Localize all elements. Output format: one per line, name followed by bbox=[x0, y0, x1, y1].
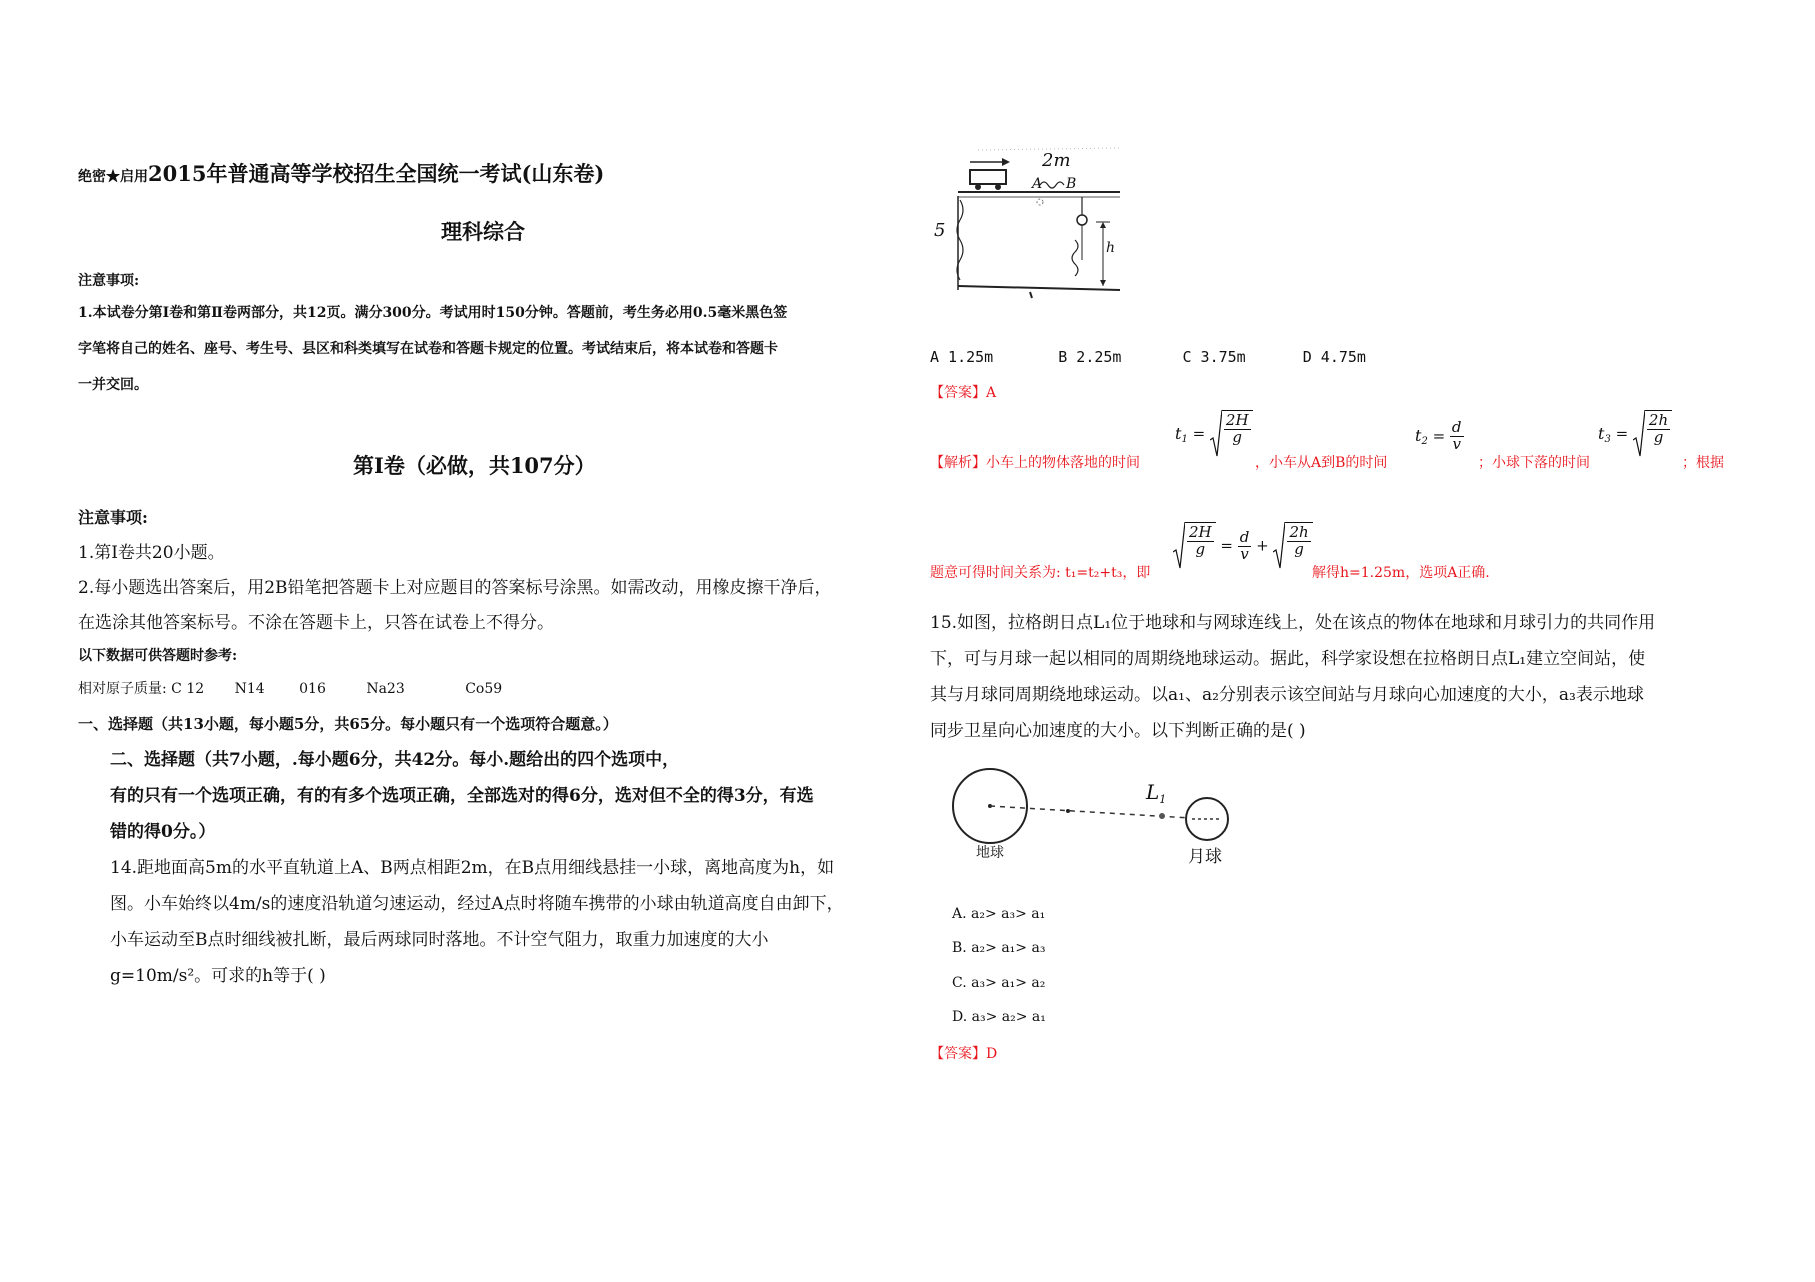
hanging-ball bbox=[1077, 215, 1087, 225]
subject-title: 理科综合 bbox=[441, 219, 525, 244]
notice2-item: 在选涂其他答案标号。不涂在答题卡上，只答在试卷上不得分。 bbox=[78, 613, 554, 633]
analysis-mid1: ，小车从A到B的时间 bbox=[1255, 455, 1388, 471]
analysis-end: ；根据 bbox=[1682, 455, 1724, 471]
dropped-ball bbox=[1037, 199, 1043, 205]
atomic-mass-item: N14 bbox=[234, 681, 265, 697]
formula-relation: $\frac{2H}{g}$ = $\frac{d}{v}$ + $\frac{2h}{g}$ bbox=[1173, 522, 1313, 570]
ground-line bbox=[958, 286, 1120, 290]
part1-instructions: 一、选择题（共13小题，每小题5分，共65分。每小题只有一个选项符合题意。） bbox=[78, 715, 618, 733]
l1-label: $L_1$ bbox=[1146, 780, 1167, 806]
q15-option[interactable]: C. a₃> a₁> a₂ bbox=[952, 975, 1046, 991]
option[interactable]: A 1.25m bbox=[930, 348, 994, 366]
cart-body bbox=[970, 170, 1006, 184]
q15-text: 15.如图，拉格朗日点L₁位于地球和与网球连线上，处在该点的物体在地球和月球引力的共同作用 bbox=[930, 613, 1656, 633]
formula-t2: $t_2$ = $\frac{d}{v}$ bbox=[1415, 418, 1462, 453]
q15-text: 下，可与月球一起以相同的周期绕地球运动。据此，科学家设想在拉格朗日点L₁建立空间站，使 bbox=[930, 649, 1646, 669]
earth-label: 地球 bbox=[976, 845, 1004, 861]
reference-heading: 以下数据可供答题时参考: bbox=[78, 648, 238, 664]
atomic-mass-item: Co59 bbox=[465, 681, 503, 697]
q15-figure bbox=[952, 762, 1252, 872]
analysis-line2-end: 解得h=1.25m，选项A正确. bbox=[1312, 565, 1490, 581]
q14-figure bbox=[930, 140, 1130, 300]
q15-option[interactable]: D. a₃> a₂> a₁ bbox=[952, 1009, 1046, 1025]
q14-text: g=10m/s²。可求的h等于( ) bbox=[110, 966, 326, 986]
atomic-mass-item: 016 bbox=[299, 681, 326, 697]
formula-t1: $t_1$ = $\frac{2H}{g}$ bbox=[1175, 410, 1253, 458]
point-a-label: A bbox=[1032, 176, 1043, 192]
l1-point bbox=[1159, 813, 1165, 819]
q15-option[interactable]: B. a₂> a₁> a₃ bbox=[952, 940, 1046, 956]
cart-wheel bbox=[995, 184, 1001, 190]
cart-wheel bbox=[975, 184, 981, 190]
q14-text: 图。小车始终以4m/s的速度沿轨道匀速运动，经过A点时将随车携带的小球由轨道高度自由卸下， bbox=[110, 894, 844, 914]
distance-label: 2m bbox=[1042, 150, 1071, 171]
moon-label: 月球 bbox=[1188, 847, 1222, 867]
distance-brace bbox=[1040, 182, 1064, 188]
atomic-mass-row bbox=[78, 678, 502, 698]
q15-answer: 【答案】D bbox=[930, 1046, 998, 1062]
point-b-label: B bbox=[1066, 176, 1077, 192]
q14-options bbox=[930, 348, 1366, 366]
section-title: 第Ⅰ卷（必做，共107分） bbox=[353, 453, 596, 478]
option[interactable]: B 2.25m bbox=[1058, 348, 1122, 366]
notice-line: 字笔将自己的姓名、座号、考生号、县区和科类填写在试卷和答题卡规定的位置。考试结束后，将本试卷和答题卡 bbox=[78, 341, 778, 357]
notice-line: 一并交回。 bbox=[78, 377, 148, 393]
option[interactable]: C 3.75m bbox=[1182, 348, 1246, 366]
height-h-label: h bbox=[1106, 240, 1116, 256]
part2-instructions: 错的得0分。） bbox=[110, 822, 216, 842]
analysis-line2-lead: 题意可得时间关系为: t₁=t₂+t₃，即 bbox=[930, 565, 1151, 581]
notice-heading: 注意事项: bbox=[78, 273, 140, 289]
notice2-item: 2.每小题选出答案后，用2B铅笔把答题卡上对应题目的答案标号涂黑。如需改动，用橡皮擦干净后， bbox=[78, 578, 832, 598]
exam-title: 2015年普通高等学校招生全国统一考试(山东卷) bbox=[148, 161, 605, 186]
option[interactable]: D 4.75m bbox=[1302, 348, 1366, 366]
q15-text: 同步卫星向心加速度的大小。以下判断正确的是( ) bbox=[930, 721, 1306, 741]
atomic-mass-item: 相对原子质量: C 12 bbox=[78, 681, 205, 697]
analysis-lead: 【解析】小车上的物体落地的时间 bbox=[930, 455, 1140, 471]
q15-option[interactable]: A. a₂> a₃> a₁ bbox=[952, 906, 1046, 922]
q14-answer: 【答案】A bbox=[930, 385, 997, 401]
q15-text: 其与月球同周期绕地球运动。以a₁、a₂分别表示该空间站与月球向心加速度的大小，a₃表示地球 bbox=[930, 685, 1644, 705]
track-diagram bbox=[930, 140, 1130, 300]
atomic-mass-item: Na23 bbox=[366, 681, 405, 697]
notice2-item: 1.第Ⅰ卷共20小题。 bbox=[78, 543, 225, 563]
analysis-mid2: ；小球下落的时间 bbox=[1478, 455, 1590, 471]
part2-instructions: 有的只有一个选项正确，有的有多个选项正确，全部选对的得6分，选对但不全的得3分，有选 bbox=[110, 786, 814, 806]
q14-text: 小车运动至B点时细线被扎断，最后两球同时落地。不计空气阻力，取重力加速度的大小 bbox=[110, 930, 769, 950]
confidential-prefix: 绝密★启用 bbox=[78, 169, 148, 185]
height-5-label: 5 bbox=[934, 220, 946, 241]
q14-text: 14.距地面高5m的水平直轨道上A、B两点相距2m，在B点用细线悬挂一小球，离地高度为h，如 bbox=[110, 858, 835, 878]
exam-header bbox=[78, 158, 604, 188]
velocity-arrowhead bbox=[1002, 158, 1010, 166]
part2-instructions: 二、选择题（共7小题，.每小题6分，共42分。每小.题给出的四个选项中， bbox=[110, 750, 680, 770]
formula-t3: $t_3$ = $\frac{2h}{g}$ bbox=[1598, 410, 1672, 458]
height-h-brace bbox=[1072, 240, 1078, 276]
notice2-heading: 注意事项: bbox=[78, 508, 148, 527]
notice-line: 1.本试卷分第Ⅰ卷和第Ⅱ卷两部分，共12页。满分300分。考试用时150分钟。答题前，考生务必用0.5毫米黑色签 bbox=[78, 305, 788, 321]
